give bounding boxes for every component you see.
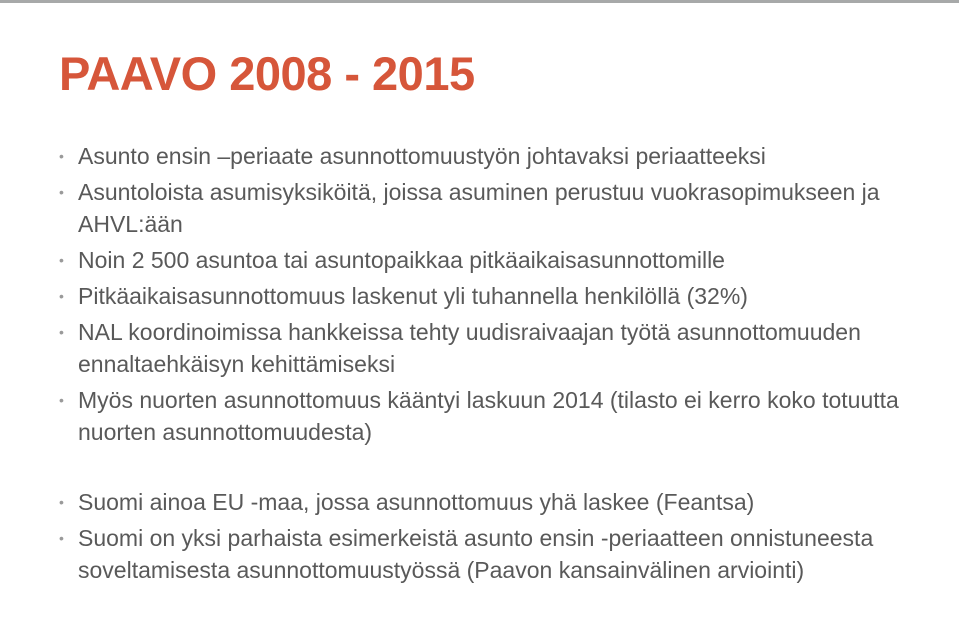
slide-title: PAAVO 2008 - 2015	[59, 47, 475, 100]
bullet-item	[59, 140, 939, 172]
bullet-dot-icon: •	[59, 288, 64, 304]
bullet-dot-icon: •	[59, 392, 64, 408]
bullet-dot-icon: •	[59, 530, 64, 546]
bullet-item	[59, 244, 939, 276]
bullet-item	[59, 316, 939, 380]
bullet-text: Asunto ensin –periaate asunnottomuustyön johtavaksi periaatteeksi	[78, 143, 766, 169]
bullet-text: Noin 2 500 asuntoa tai asuntopaikkaa pitkäaikaisasunnottomille	[78, 247, 725, 273]
bullet-text: Asuntoloista asumisyksiköitä, joissa asuminen perustuu vuokrasopimukseen ja AHVL:ään	[78, 179, 880, 237]
bullet-item	[59, 522, 939, 586]
bullet-item	[59, 176, 939, 240]
bullet-dot-icon: •	[59, 148, 64, 164]
bullet-list	[59, 140, 939, 590]
bullet-text: Pitkäaikaisasunnottomuus laskenut yli tuhannella henkilöllä (32%)	[78, 283, 748, 309]
bullet-text: Suomi on yksi parhaista esimerkeistä asunto ensin -periaatteen onnistuneesta soveltamisesta asunnottomuustyössä (Paavon kansainvälinen arviointi)	[78, 525, 874, 583]
top-divider	[0, 0, 959, 3]
bullet-dot-icon: •	[59, 494, 64, 510]
bullet-dot-icon: •	[59, 184, 64, 200]
bullet-item	[59, 384, 939, 448]
bullet-text: Myös nuorten asunnottomuus kääntyi laskuun 2014 (tilasto ei kerro koko totuutta nuorten asunnottomuudesta)	[78, 387, 899, 445]
bullet-dot-icon: •	[59, 252, 64, 268]
bullet-text: Suomi ainoa EU -maa, jossa asunnottomuus yhä laskee (Feantsa)	[78, 489, 755, 515]
bullet-item	[59, 486, 939, 518]
bullet-item	[59, 280, 939, 312]
bullet-text: NAL koordinoimissa hankkeissa tehty uudisraivaajan työtä asunnottomuuden ennaltaehkäisyn kehittämiseksi	[78, 319, 861, 377]
bullet-dot-icon: •	[59, 324, 64, 340]
